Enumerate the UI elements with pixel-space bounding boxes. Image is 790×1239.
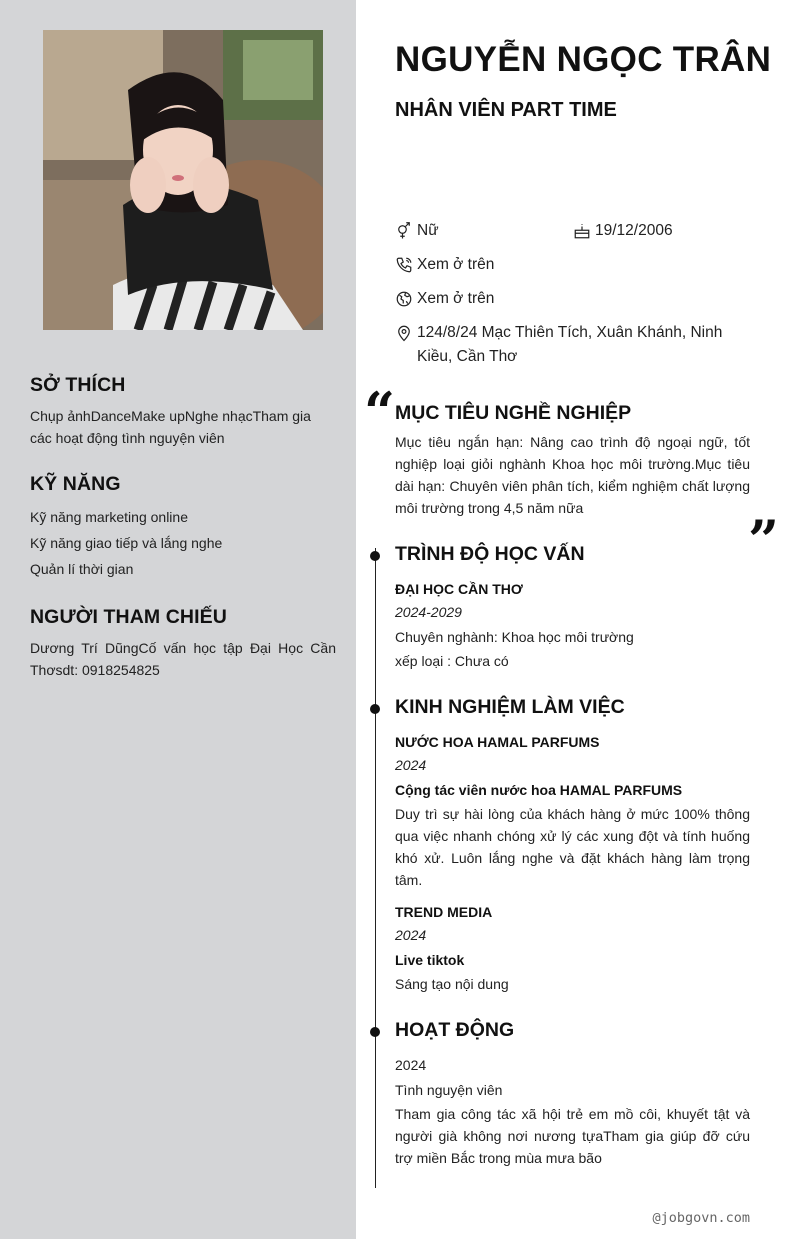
address-value: 124/8/24 Mạc Thiên Tích, Xuân Khánh, Ninh Kiều, Cần Thơ <box>417 324 723 365</box>
gender-icon <box>395 219 417 243</box>
footer-watermark[interactable]: @jobgovn.com <box>652 1210 750 1226</box>
location-pin-icon <box>395 321 417 345</box>
experience-title: KINH NGHIỆM LÀM VIỆC <box>395 696 625 718</box>
gender-row <box>395 219 439 243</box>
close-quote-icon: ” <box>748 508 780 572</box>
birthday-cake-icon <box>573 219 595 243</box>
hobbies-text: Chụp ảnhDanceMake upNghe nhạcTham gia các hoạt động tình nguyện viên <box>30 408 311 446</box>
experience-company: TREND MEDIA <box>395 904 493 920</box>
activities-year: 2024 <box>395 1057 427 1073</box>
globe-icon <box>395 287 417 311</box>
experience-position: Live tiktok <box>395 952 465 968</box>
experience-description: Sáng tạo nội dung <box>395 976 509 992</box>
experience-description: Duy trì sự hài lòng của khách hàng ở mức 100% thông qua việc nhanh chóng xử lý các xung đột và tính huống khó xử. Luôn lắng nghe và đặt khách hàng làm trọng tâm. <box>395 806 750 888</box>
objective-title: MỤC TIÊU NGHỀ NGHIỆP <box>395 402 632 424</box>
skill-item: Kỹ năng marketing online <box>30 509 188 525</box>
experience-position: Cộng tác viên nước hoa HAMAL PARFUMS <box>395 782 683 798</box>
timeline-dot <box>370 704 380 714</box>
timeline-dot <box>370 1027 380 1037</box>
open-quote-icon: “ <box>364 380 396 444</box>
experience-year: 2024 <box>395 927 427 943</box>
address-row <box>395 321 745 369</box>
candidate-role: NHÂN VIÊN PART TIME <box>395 99 617 121</box>
candidate-name: NGUYỄN NGỌC TRÂN <box>395 40 772 79</box>
timeline-dot <box>370 551 380 561</box>
phone-icon <box>395 253 417 277</box>
phone-row <box>395 253 494 277</box>
birthday-value: 19/12/2006 <box>595 222 673 239</box>
hobbies-title: SỞ THÍCH <box>30 374 126 396</box>
education-period: 2024-2029 <box>395 604 462 620</box>
website-value: Xem ở trên <box>417 290 495 307</box>
skills-title: KỸ NĂNG <box>30 473 121 495</box>
objective-text: Mục tiêu ngắn hạn: Nâng cao trình độ ngoại ngữ, tốt nghiệp loại giỏi nghành Khoa học môi trường.Mục tiêu dài hạn: Chuyên viên phân tích, kiểm nghiệm chất lượng môi trường trong 4,5 năm nữa <box>395 434 750 516</box>
activities-role: Tình nguyện viên <box>395 1082 503 1098</box>
activities-title: HOẠT ĐỘNG <box>395 1019 515 1041</box>
timeline-line <box>375 548 376 1188</box>
education-school: ĐẠI HỌC CẦN THƠ <box>395 581 523 597</box>
education-major: Chuyên nghành: Khoa học môi trường <box>395 629 634 645</box>
references-text: Dương Trí DũngCố vấn học tập Đại Học Cần Thơsdt: 0918254825 <box>30 640 336 678</box>
left-sidebar <box>0 0 356 1239</box>
activities-description: Tham gia công tác xã hội trẻ em mồ côi, khuyết tật và người già không nơi nương tựaTham gia giúp đỡ cứu trợ miền Bắc trong mùa mưa bão <box>395 1106 750 1166</box>
birthday-row <box>573 219 673 243</box>
education-title: TRÌNH ĐỘ HỌC VẤN <box>395 543 585 565</box>
gender-value: Nữ <box>417 222 439 239</box>
phone-value: Xem ở trên <box>417 256 495 273</box>
skill-item: Quản lí thời gian <box>30 561 134 577</box>
skill-item: Kỹ năng giao tiếp và lắng nghe <box>30 535 223 551</box>
experience-company: NƯỚC HOA HAMAL PARFUMS <box>395 734 600 750</box>
experience-year: 2024 <box>395 757 427 773</box>
references-title: NGƯỜI THAM CHIẾU <box>30 606 227 628</box>
education-rank: xếp loại : Chưa có <box>395 653 509 669</box>
profile-photo <box>43 30 323 330</box>
website-row <box>395 287 494 311</box>
